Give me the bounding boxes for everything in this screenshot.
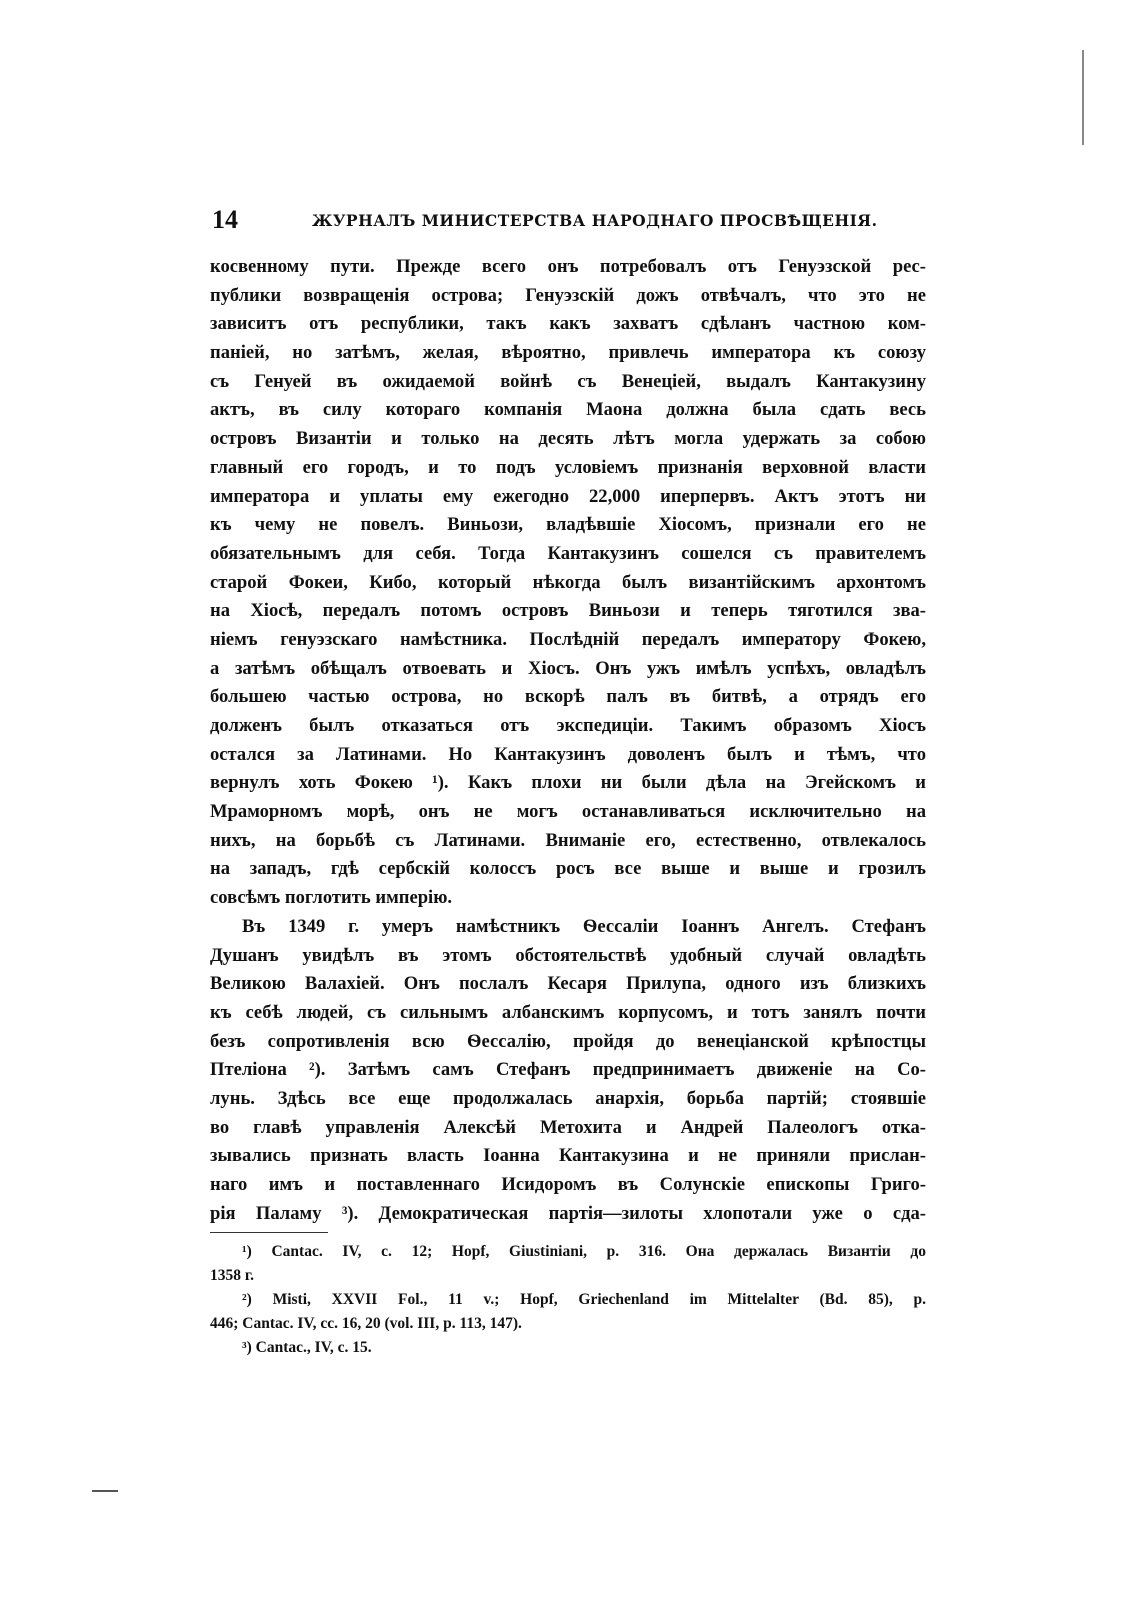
text-line: главный его городъ, и то подъ условіемъ признанія верховной власти <box>210 456 926 478</box>
text-line: Птеліона ²). Затѣмъ самъ Стефанъ предпринимаетъ движеніе на Со- <box>210 1059 926 1081</box>
text-line: паніей, но затѣмъ, желая, вѣроятно, привлечь императора къ союзу <box>210 342 926 364</box>
text-line: публики возвращенія острова; Генуэзскій дожъ отвѣчалъ, что это не <box>210 284 926 306</box>
margin-mark <box>92 1490 118 1492</box>
text-line: съ Генуей въ ожидаемой войнѣ съ Венеціей, выдалъ Кантакузину <box>210 370 926 392</box>
page-number: 14 <box>212 205 238 234</box>
text-line: а затѣмъ обѣщалъ отвоевать и Хіосъ. Онъ ужъ имѣлъ успѣхъ, овладѣлъ <box>210 657 926 679</box>
text-line: долженъ былъ отказаться отъ экспедиціи. Такимъ образомъ Хіосъ <box>210 715 926 736</box>
text-line: наго имъ и поставленнаго Исидоромъ въ Солунскіе епископы Григо- <box>210 1174 926 1195</box>
text-line: актъ, въ силу котораго компанія Маона должна была сдать весь <box>210 399 926 421</box>
footnote-2: ²) Misti, XXVII Fol., 11 v.; Hopf, Griechenland im Mittelalter (Bd. 85), p. <box>242 1291 926 1308</box>
text-line: старой Фокеи, Кибо, который нѣкогда былъ византійскимъ архонтомъ <box>210 571 926 593</box>
text-line: обязательнымъ для себя. Тогда Кантакузинъ сошелся съ правителемъ <box>210 542 926 564</box>
footnote-1: ¹) Cantac. IV, c. 12; Hopf, Giustiniani, p. 316. Она держалась Византіи до <box>242 1243 926 1260</box>
body-text <box>210 253 926 1228</box>
text-line: безъ сопротивленія всю Ѳессалію, пройдя до венеціанской крѣпостцы <box>210 1030 926 1052</box>
footnote-2-continuation: 446; Cantac. IV, cc. 16, 20 (vol. III, p. 113, 147). <box>210 1315 522 1332</box>
text-line: рія Паламу ³). Демократическая партія—зилоты хлопотали уже о сда- <box>210 1202 926 1224</box>
text-line: на Хіосѣ, передалъ потомъ островъ Виньози и теперь тяготился зва- <box>210 600 926 622</box>
scan-edge-line <box>1082 50 1084 145</box>
footnote-divider <box>210 1232 328 1233</box>
text-line: ніемъ генуэзскаго намѣстника. Послѣдній передалъ императору Фокею, <box>210 628 926 650</box>
page-header <box>212 205 922 237</box>
text-line: зависитъ отъ республики, такъ какъ захватъ сдѣланъ частною ком- <box>210 313 926 335</box>
text-line: вернулъ хоть Фокею ¹). Какъ плохи ни были дѣла на Эгейскомъ и <box>210 772 926 794</box>
footnote-3: ³) Cantac., IV, c. 15. <box>242 1339 372 1356</box>
text-line: къ себѣ людей, съ сильнымъ албанскимъ корпусомъ, и тотъ занялъ почти <box>210 1001 926 1023</box>
text-line: къ чему не повелъ. Виньози, владѣвшіе Хіосомъ, признали его не <box>210 514 926 536</box>
text-line: Великою Валахіей. Онъ послалъ Кесаря Прилупа, одного изъ близкихъ <box>210 973 926 995</box>
text-line: на западъ, гдѣ сербскій колоссъ росъ все выше и выше и грозилъ <box>210 858 926 880</box>
text-line: косвенному пути. Прежде всего онъ потребовалъ отъ Генуэзской рес- <box>210 256 926 277</box>
text-line: большею частью острова, но вскорѣ палъ въ битвѣ, а отрядъ его <box>210 686 926 708</box>
paragraph-end-line: совсѣмъ поглотить имперію. <box>210 887 453 909</box>
text-line: лунь. Здѣсь все еще продолжалась анархія, борьба партій; стоявшіе <box>210 1087 926 1109</box>
text-line: Душанъ увидѣлъ въ этомъ обстоятельствѣ удобный случай овладѣть <box>210 944 926 966</box>
text-line: императора и уплаты ему ежегодно 22,000 иперпервъ. Актъ этотъ ни <box>210 485 926 507</box>
footnotes <box>210 1240 926 1360</box>
text-line: Мраморномъ морѣ, онъ не могъ останавливаться исключительно на <box>210 801 926 823</box>
footnote-1-continuation: 1358 г. <box>210 1267 255 1284</box>
text-line: зывались признать власть Іоанна Кантакузина и не приняли прислан- <box>210 1145 926 1167</box>
paragraph-start-line: Въ 1349 г. умеръ намѣстникъ Ѳессаліи Іоаннъ Ангелъ. Стефанъ <box>242 915 926 937</box>
text-line: остался за Латинами. Но Кантакузинъ доволенъ былъ и тѣмъ, что <box>210 743 926 765</box>
text-line: нихъ, на борьбѣ съ Латинами. Вниманіе его, естественно, отвлекалось <box>210 829 926 851</box>
text-line: во главѣ управленія Алексѣй Метохита и Андрей Палеологъ отка- <box>210 1116 926 1138</box>
running-title: ЖУРНАЛЪ МИНИСТЕРСТВА НАРОДНАГО ПРОСВѢЩЕНІЯ. <box>312 211 878 230</box>
text-line: островъ Византіи и только на десять лѣтъ могла удержать за собою <box>210 428 926 450</box>
